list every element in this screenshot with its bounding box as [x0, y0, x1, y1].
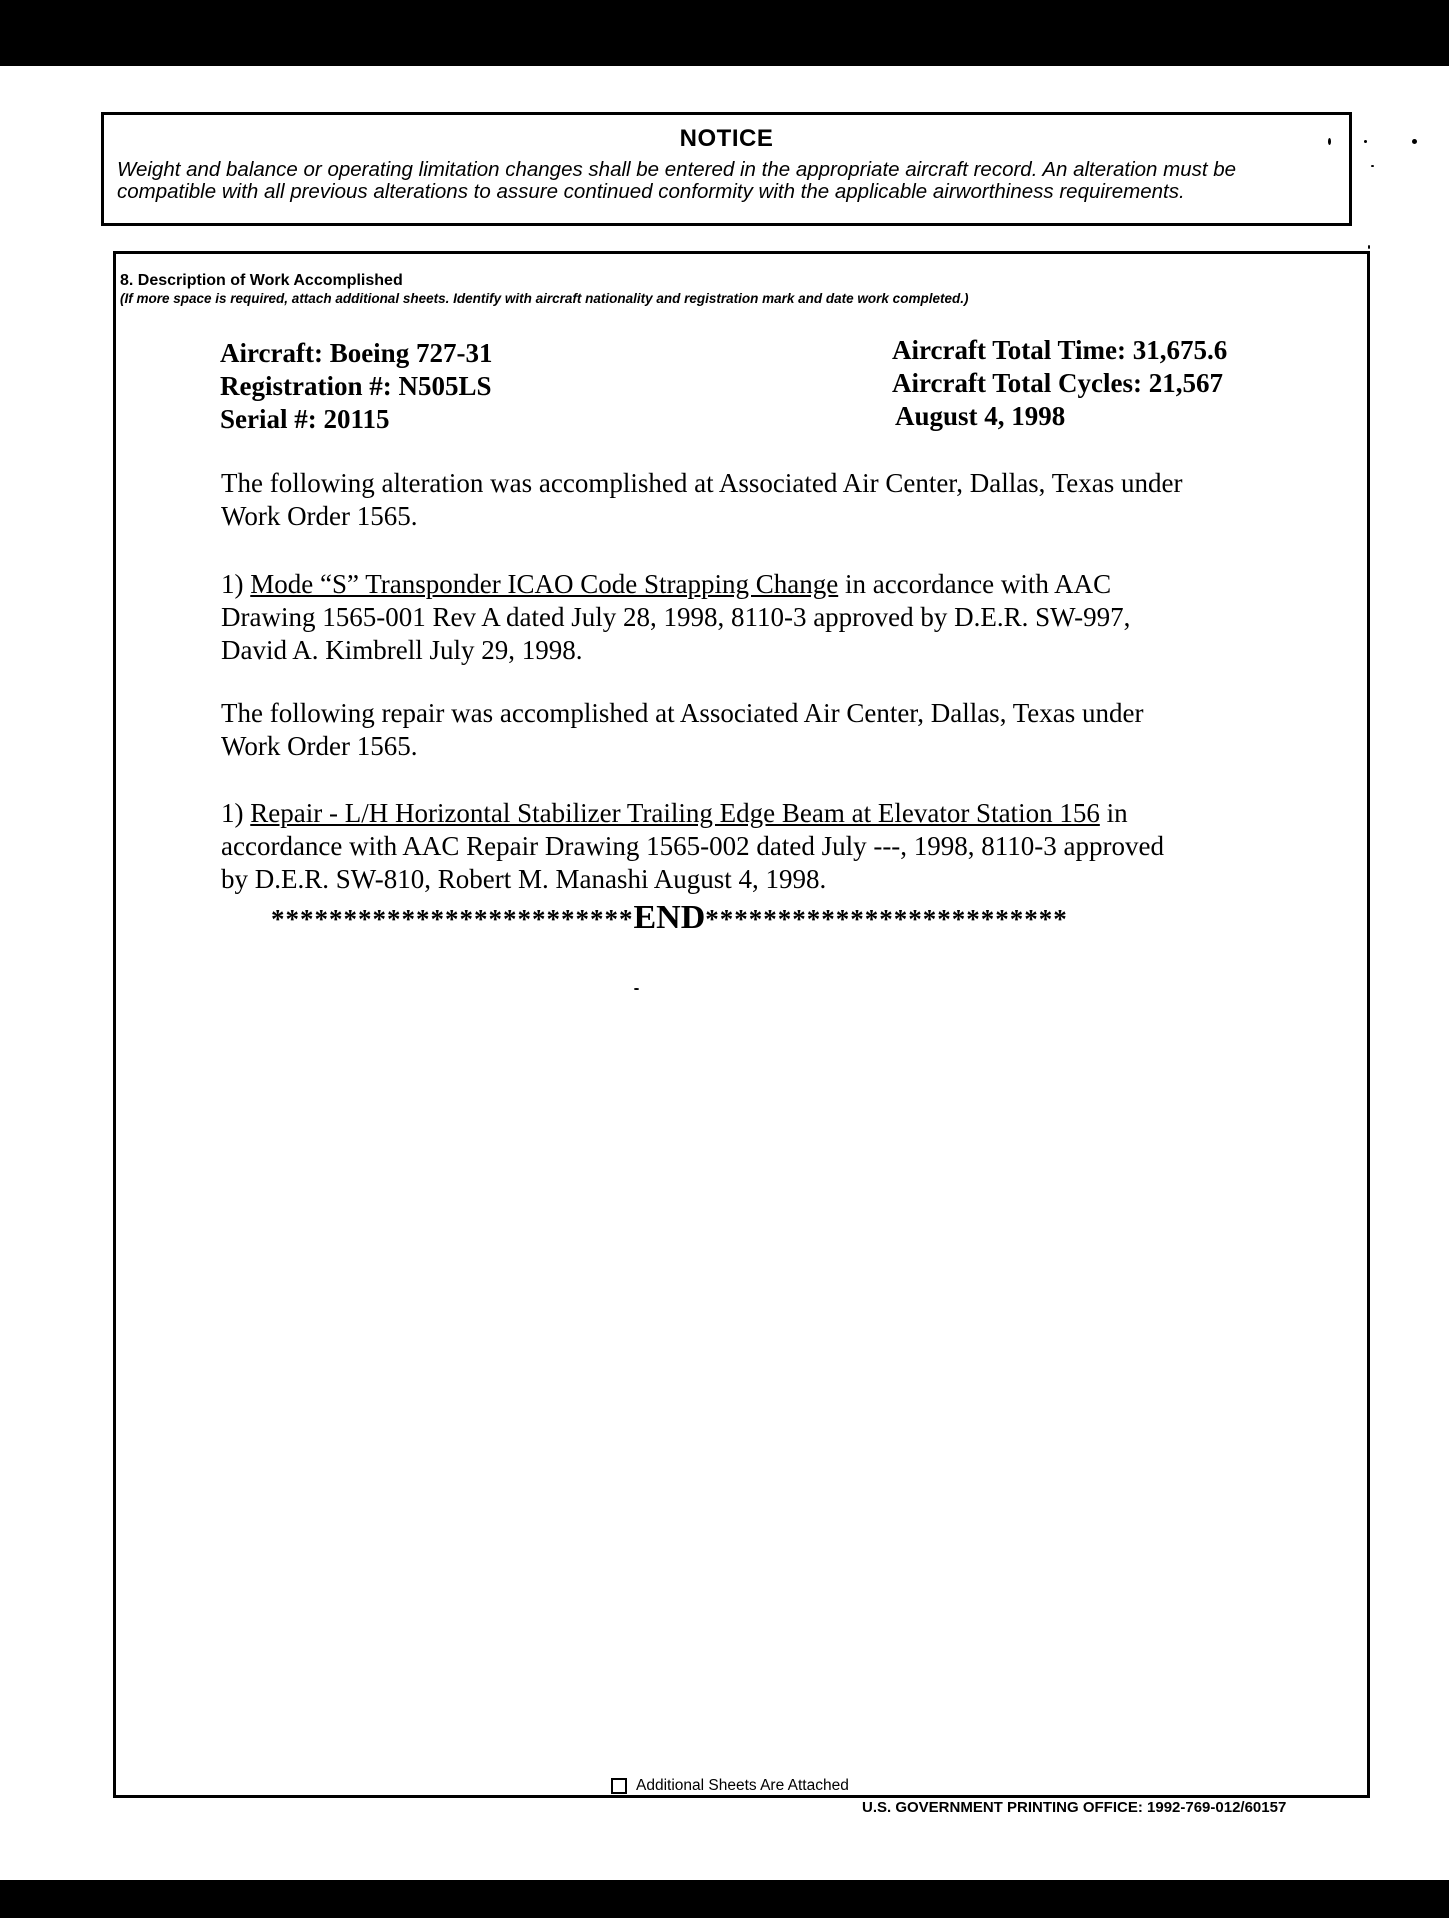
printing-office-footer: U.S. GOVERNMENT PRINTING OFFICE: 1992-769-012/60157: [862, 1799, 1287, 1816]
paragraph-line: [221, 568, 1221, 601]
additional-sheets-checkbox[interactable]: [611, 1778, 627, 1794]
serial-number: Serial #: 20115: [220, 404, 390, 434]
notice-title: NOTICE: [679, 125, 774, 152]
notice-text-line: compatible with all previous alterations to assure continued conformity with the applicable airworthiness requirements.: [117, 180, 1185, 203]
repair-item: [221, 797, 1221, 896]
total-cycles: Aircraft Total Cycles: 21,567: [892, 368, 1223, 398]
notice-text: [117, 159, 1337, 203]
scan-top-border: [0, 0, 1449, 66]
end-marker: [271, 899, 1231, 937]
scan-speck: [1368, 245, 1370, 249]
alteration-item: [221, 568, 1221, 667]
scan-speck: [1412, 139, 1417, 144]
additional-sheets-label: Additional Sheets Are Attached: [636, 1777, 849, 1794]
paragraph-line: Drawing 1565-001 Rev A dated July 28, 1998, 8110-3 approved by D.E.R. SW-997,: [221, 602, 1131, 632]
work-date: August 4, 1998: [895, 401, 1066, 431]
repair-intro: [221, 697, 1221, 763]
repair-title: Repair - L/H Horizontal Stabilizer Trailing Edge Beam at Elevator Station 156: [250, 798, 1100, 828]
paragraph-line: The following repair was accomplished at Associated Air Center, Dallas, Texas under: [221, 698, 1144, 728]
paragraph-line: [221, 797, 1221, 830]
item-number: 1): [221, 569, 251, 599]
alteration-intro: [221, 467, 1221, 533]
scan-speck: [634, 988, 639, 990]
end-stars-left: *************************: [271, 904, 634, 934]
paragraph-text: in: [1099, 798, 1128, 828]
item-number: 1): [221, 798, 251, 828]
paragraph-line: accordance with AAC Repair Drawing 1565-002 dated July ---, 1998, 8110-3 approved: [221, 831, 1164, 861]
scan-speck: [1328, 138, 1331, 145]
scan-speck: [1371, 165, 1374, 167]
additional-sheets-option[interactable]: [611, 1777, 849, 1795]
aircraft-info-right: [892, 334, 1227, 433]
notice-text-line: Weight and balance or operating limitation changes shall be entered in the appropriate aircraft record. An alteration must be: [117, 158, 1237, 181]
registration-number: Registration #: N505LS: [220, 371, 492, 401]
paragraph-line: by D.E.R. SW-810, Robert M. Manashi August 4, 1998.: [221, 864, 827, 894]
paragraph-line: Work Order 1565.: [221, 501, 418, 531]
end-stars-right: *************************: [705, 904, 1068, 934]
paragraph-line: Work Order 1565.: [221, 731, 418, 761]
paragraph-line: The following alteration was accomplished at Associated Air Center, Dallas, Texas under: [221, 468, 1183, 498]
aircraft-info-left: [220, 337, 492, 436]
paragraph-text: in accordance with AAC: [838, 569, 1112, 599]
end-word: END: [633, 899, 706, 936]
scan-bottom-border: [0, 1880, 1449, 1918]
total-time: Aircraft Total Time: 31,675.6: [892, 335, 1228, 365]
aircraft-model: Aircraft: Boeing 727-31: [220, 338, 493, 368]
notice-box: [101, 112, 1352, 226]
alteration-title: Mode “S” Transponder ICAO Code Strapping Change: [250, 569, 839, 599]
paragraph-line: David A. Kimbrell July 29, 1998.: [221, 635, 583, 665]
section-title: 8. Description of Work Accomplished: [120, 272, 403, 289]
section-instructions: (If more space is required, attach additional sheets. Identify with aircraft nationality and registration mark and date work completed.): [120, 291, 969, 306]
scan-speck: [1364, 140, 1367, 143]
work-description-box: [113, 251, 1370, 1798]
